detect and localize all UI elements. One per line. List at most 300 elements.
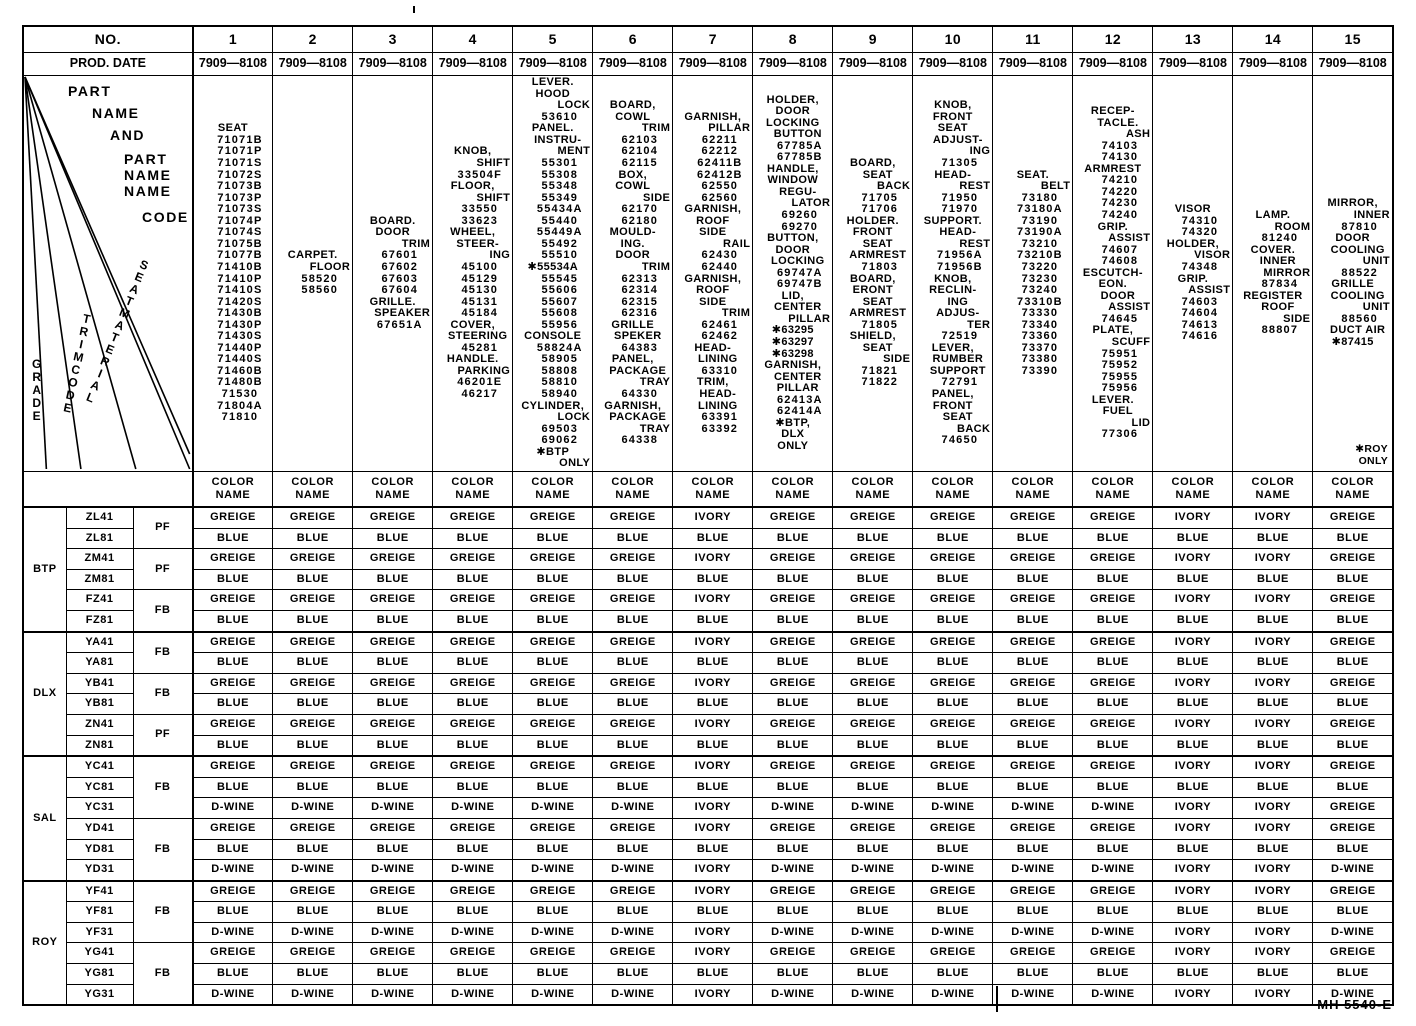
color-value-cell: BLUE (1073, 653, 1153, 674)
data-row (23, 818, 1393, 839)
data-row (23, 798, 1393, 819)
color-value-cell: IVORY (1153, 860, 1233, 881)
part-line: LEVER. (1091, 393, 1134, 406)
part-line: 71530 (221, 387, 259, 400)
color-value-cell: BLUE (1313, 610, 1393, 631)
color-value-cell: GREIGE (273, 549, 353, 570)
color-value-cell: D-WINE (353, 984, 433, 1005)
part-line: 55608 (541, 307, 579, 320)
part-line: COOLING (1330, 243, 1385, 256)
color-value-cell: IVORY (1153, 922, 1233, 943)
color-value-cell: GREIGE (193, 818, 273, 839)
trim-code-cell: ZN41 (66, 714, 133, 735)
part-line: 55510 (541, 249, 579, 262)
prod-date-13: 7909—8108 (1153, 53, 1233, 76)
color-value-cell: BLUE (753, 653, 833, 674)
color-value-cell: BLUE (513, 569, 593, 590)
prod-date-3: 7909—8108 (353, 53, 433, 76)
part-line: 55545 (541, 272, 579, 285)
color-value-cell: D-WINE (433, 922, 513, 943)
color-name-header-12 (1073, 472, 1153, 508)
part-line: SEAT (862, 341, 893, 354)
color-value-cell: BLUE (513, 610, 593, 631)
part-line: 45184 (461, 307, 499, 320)
corner-axis-letter: R (98, 353, 113, 370)
color-name-line-1: COLOR (371, 476, 415, 488)
color-value-cell: BLUE (993, 694, 1073, 715)
color-value-cell: BLUE (913, 653, 993, 674)
part-line: 45100 (461, 260, 499, 273)
color-value-cell: BLUE (193, 528, 273, 549)
color-value-cell: BLUE (193, 735, 273, 756)
color-value-cell: GREIGE (433, 673, 513, 694)
color-value-cell: BLUE (193, 777, 273, 798)
color-value-cell: BLUE (1313, 964, 1393, 985)
corner-axis-letter: A (113, 317, 128, 334)
part-line: 71410B (217, 260, 263, 273)
footnote-line: ✱ROY (1355, 443, 1388, 456)
part-line: 63392 (701, 422, 739, 435)
color-value-cell: BLUE (513, 653, 593, 674)
color-value-cell: IVORY (1153, 590, 1233, 611)
part-line: SEAT (942, 411, 973, 424)
column-number-2: 2 (273, 26, 353, 53)
prod-date-label: PROD. DATE (23, 53, 193, 76)
color-value-cell: BLUE (593, 735, 673, 756)
part-line: LINING (697, 353, 738, 366)
corner-heading-word: NAME (92, 105, 140, 121)
part-line: 62211 (701, 133, 738, 146)
part-line: 74130 (1101, 151, 1139, 164)
part-line: 75952 (1101, 359, 1139, 372)
part-line: 71410S (217, 284, 263, 297)
part-line: 71072S (217, 168, 263, 181)
color-value-cell: GREIGE (993, 549, 1073, 570)
top-tick-mark (413, 6, 415, 13)
color-value-cell: D-WINE (833, 984, 913, 1005)
color-value-cell: IVORY (1233, 943, 1313, 964)
color-value-cell: BLUE (273, 964, 353, 985)
part-line: RECEP- (1090, 105, 1135, 118)
part-line: PANEL, (611, 353, 654, 366)
color-value-cell: GREIGE (593, 818, 673, 839)
color-value-cell: IVORY (1233, 984, 1313, 1005)
part-line: 71821 (861, 364, 899, 377)
part-line: SIDE (699, 295, 727, 308)
part-line: SEAT (862, 295, 893, 308)
data-row (23, 632, 1393, 653)
part-line: 45129 (461, 272, 499, 285)
part-line: 69747B (776, 278, 823, 291)
color-value-cell: BLUE (353, 694, 433, 715)
trim-code-cell: YF31 (66, 922, 133, 943)
color-value-cell: IVORY (673, 714, 753, 735)
color-value-cell: BLUE (753, 902, 833, 923)
color-value-cell: GREIGE (513, 673, 593, 694)
trim-code-cell: YD31 (66, 860, 133, 881)
trim-code-cell: YC41 (66, 756, 133, 777)
part-line: PILLAR (708, 122, 751, 135)
color-value-cell: GREIGE (753, 818, 833, 839)
color-value-cell: GREIGE (833, 881, 913, 902)
part-line: 71420S (217, 295, 263, 308)
prod-date-11: 7909—8108 (993, 53, 1073, 76)
part-line: VISOR (1194, 249, 1231, 262)
color-value-cell: GREIGE (353, 756, 433, 777)
part-line: COVER, (450, 318, 496, 331)
color-value-cell: D-WINE (993, 798, 1073, 819)
color-value-cell: D-WINE (753, 798, 833, 819)
part-line: 88560 (1341, 312, 1378, 325)
color-value-cell: BLUE (513, 839, 593, 860)
part-line: 71822 (861, 376, 899, 389)
data-row (23, 590, 1393, 611)
color-value-cell: D-WINE (193, 922, 273, 943)
color-value-cell: BLUE (1233, 653, 1313, 674)
color-value-cell: BLUE (593, 610, 673, 631)
color-value-cell: BLUE (753, 528, 833, 549)
part-line: 73370 (1021, 341, 1059, 354)
corner-axis-letter: E (62, 400, 75, 416)
grade-cell-BTP: BTP (23, 507, 66, 632)
color-value-cell: GREIGE (753, 756, 833, 777)
part-line: ROOF (696, 284, 730, 297)
color-value-cell: D-WINE (753, 860, 833, 881)
color-value-cell: D-WINE (833, 798, 913, 819)
color-value-cell: IVORY (673, 943, 753, 964)
color-value-cell: BLUE (1153, 569, 1233, 590)
color-value-cell: GREIGE (193, 673, 273, 694)
part-line: 69260 (781, 208, 819, 221)
color-value-cell: GREIGE (833, 673, 913, 694)
part-line: 46201E (457, 376, 503, 389)
part-line: PARKING (457, 364, 511, 377)
color-name-header-8 (753, 472, 833, 508)
trim-code-cell: ZL81 (66, 528, 133, 549)
part-line: PLATE, (1092, 324, 1134, 337)
part-line: 62212 (701, 145, 739, 158)
color-name-header-6 (593, 472, 673, 508)
color-value-cell: IVORY (1233, 632, 1313, 653)
color-value-cell: BLUE (673, 569, 753, 590)
part-line: 62412B (696, 168, 743, 181)
color-value-cell: GREIGE (993, 943, 1073, 964)
seat-material-cell: FB (133, 632, 193, 674)
part-line: DLX (781, 428, 805, 441)
color-value-cell: BLUE (673, 694, 753, 715)
part-line: 74220 (1101, 185, 1139, 198)
color-value-cell: GREIGE (833, 756, 913, 777)
part-line: 73340 (1021, 318, 1059, 331)
column-number-7: 7 (673, 26, 753, 53)
color-value-cell: GREIGE (193, 549, 273, 570)
part-line: 58520 (301, 272, 339, 285)
color-name-line-1: COLOR (851, 476, 895, 488)
diagonal-divider-lines (24, 76, 192, 471)
color-value-cell: D-WINE (273, 860, 353, 881)
column-number-11: 11 (993, 26, 1073, 53)
part-line: ROOF (1261, 301, 1295, 314)
color-value-cell: BLUE (913, 839, 993, 860)
part-line: 73230 (1021, 272, 1059, 285)
part-line: 73180 (1021, 191, 1059, 204)
color-value-cell: D-WINE (433, 860, 513, 881)
part-line: LOCKING (771, 255, 825, 268)
color-value-cell: GREIGE (273, 673, 353, 694)
color-value-cell: BLUE (193, 653, 273, 674)
data-row (23, 735, 1393, 756)
color-value-cell: BLUE (593, 694, 673, 715)
color-value-cell: BLUE (673, 653, 753, 674)
part-name-cell-11 (993, 76, 1073, 472)
corner-heading-word: PART (68, 83, 112, 99)
part-line: 71074S (217, 226, 263, 239)
color-value-cell: BLUE (833, 902, 913, 923)
part-line: CARPET. (287, 249, 338, 262)
part-line: 62414A (776, 405, 823, 418)
corner-axis-letter: T (123, 293, 137, 310)
corner-heading-word: NAME (124, 167, 172, 183)
part-line: TRIM (641, 260, 671, 273)
part-line: 87810 (1341, 220, 1378, 233)
color-value-cell: BLUE (913, 902, 993, 923)
color-value-cell: BLUE (513, 694, 593, 715)
color-value-cell: GREIGE (273, 881, 353, 902)
color-value-cell: GREIGE (433, 632, 513, 653)
part-line: 74608 (1101, 255, 1139, 268)
color-value-cell: D-WINE (273, 922, 353, 943)
part-line: MIRROR (1263, 266, 1311, 279)
part-line: 69270 (781, 220, 819, 233)
color-value-cell: GREIGE (593, 756, 673, 777)
color-value-cell: BLUE (513, 735, 593, 756)
color-value-cell: GREIGE (353, 632, 433, 653)
part-line: 74240 (1101, 208, 1139, 221)
part-line: 62560 (701, 191, 739, 204)
part-line: 74320 (1181, 226, 1219, 239)
color-value-cell: GREIGE (753, 549, 833, 570)
color-value-cell: BLUE (593, 569, 673, 590)
part-line: 58808 (541, 364, 579, 377)
color-value-cell: BLUE (1313, 735, 1393, 756)
trim-code-cell: YF81 (66, 902, 133, 923)
color-value-cell: GREIGE (433, 943, 513, 964)
color-value-cell: BLUE (273, 735, 353, 756)
color-value-cell: GREIGE (1313, 632, 1393, 653)
part-line: ESCUTCH- (1082, 266, 1143, 279)
color-value-cell: D-WINE (993, 984, 1073, 1005)
part-line: 71305 (941, 157, 979, 170)
color-value-cell: D-WINE (1313, 984, 1393, 1005)
part-line: 71804A (217, 399, 263, 412)
part-line: 73190 (1021, 214, 1059, 227)
part-line: HEAD- (694, 341, 732, 354)
corner-axis-letter: A (32, 383, 42, 397)
part-line: GRIP. (1097, 220, 1129, 233)
color-name-line-1: COLOR (1171, 476, 1215, 488)
part-line: 64330 (621, 387, 659, 400)
color-value-cell: BLUE (1153, 528, 1233, 549)
color-value-cell: GREIGE (353, 714, 433, 735)
part-line: 75956 (1101, 382, 1139, 395)
color-value-cell: D-WINE (593, 860, 673, 881)
part-line: 33550 (461, 203, 499, 216)
color-value-cell: GREIGE (593, 632, 673, 653)
part-line: TACLE. (1097, 116, 1139, 129)
part-line: LOCK (557, 99, 591, 112)
color-name-line-2: NAME (855, 489, 891, 501)
part-line: 58560 (301, 284, 339, 297)
trim-color-chart-table (22, 25, 1394, 1006)
part-line: SIDE (643, 191, 671, 204)
part-line: SCUFF (1111, 336, 1151, 348)
seat-material-cell: PF (133, 549, 193, 590)
seat-material-cell: FB (133, 818, 193, 880)
color-value-cell: D-WINE (193, 798, 273, 819)
color-value-cell: GREIGE (193, 632, 273, 653)
corner-axis-letter: M (72, 349, 86, 366)
part-line: BOARD. (369, 214, 416, 227)
trim-code-cell: ZL41 (66, 507, 133, 528)
color-value-cell: GREIGE (913, 881, 993, 902)
part-line: TRAY (639, 422, 671, 435)
part-name-cell-1 (193, 76, 273, 472)
data-row (23, 549, 1393, 570)
color-value-cell: BLUE (353, 735, 433, 756)
part-name-cell-7 (673, 76, 753, 472)
data-row (23, 922, 1393, 943)
part-line: FRONT (852, 226, 893, 239)
part-line: LAMP. (1255, 208, 1291, 221)
corner-heading-word: AND (110, 127, 146, 143)
part-line: 55348 (541, 180, 579, 193)
color-value-cell: BLUE (433, 777, 513, 798)
part-name-cell-15 (1313, 76, 1393, 472)
color-value-cell: GREIGE (1313, 590, 1393, 611)
part-line: 62314 (621, 284, 659, 297)
color-value-cell: GREIGE (1073, 549, 1153, 570)
part-line: SUPPORT (929, 364, 986, 377)
color-value-cell: BLUE (993, 839, 1073, 860)
color-name-header-9 (833, 472, 913, 508)
color-value-cell: GREIGE (1313, 881, 1393, 902)
data-row (23, 528, 1393, 549)
part-line: REST (959, 180, 991, 193)
corner-axis-letter: E (32, 409, 42, 423)
color-value-cell: GREIGE (913, 714, 993, 735)
part-line: 62180 (621, 214, 659, 227)
color-value-cell: BLUE (1153, 694, 1233, 715)
part-line: 71440P (217, 341, 263, 354)
part-line: 73330 (1021, 307, 1059, 320)
color-value-cell: BLUE (433, 735, 513, 756)
color-value-cell: BLUE (833, 777, 913, 798)
part-line: 62316 (621, 307, 659, 320)
corner-axis-letter: C (70, 362, 83, 378)
color-value-cell: GREIGE (193, 881, 273, 902)
part-line: SIDE (699, 226, 727, 239)
color-name-line-2: NAME (935, 489, 971, 501)
part-line: 71071S (217, 157, 263, 170)
color-name-line-2: NAME (1255, 489, 1291, 501)
color-value-cell: BLUE (993, 610, 1073, 631)
part-line: 67785A (776, 139, 823, 152)
color-value-cell: IVORY (1153, 756, 1233, 777)
color-value-cell: GREIGE (513, 881, 593, 902)
part-line: 71956A (936, 249, 983, 262)
color-value-cell: BLUE (1073, 694, 1153, 715)
part-line: SEAT (862, 237, 893, 250)
color-name-row (23, 472, 1393, 508)
part-line: 55449A (536, 226, 583, 239)
corner-axis-letter: R (32, 370, 42, 384)
color-value-cell: GREIGE (1313, 818, 1393, 839)
part-line: 71430S (217, 330, 263, 343)
part-line: ARMREST (849, 249, 907, 262)
color-value-cell: D-WINE (273, 984, 353, 1005)
color-value-cell: IVORY (673, 632, 753, 653)
color-value-cell: GREIGE (513, 818, 593, 839)
corner-axis-letter: E (132, 269, 147, 286)
part-name-cell-4 (433, 76, 513, 472)
color-value-cell: IVORY (1153, 818, 1233, 839)
part-line: REGISTER (1243, 289, 1303, 302)
part-line: 62411B (697, 157, 743, 170)
color-value-cell: GREIGE (193, 756, 273, 777)
color-value-cell: BLUE (1233, 902, 1313, 923)
color-value-cell: GREIGE (353, 818, 433, 839)
color-value-cell: D-WINE (593, 922, 673, 943)
seat-material-cell: FB (133, 590, 193, 632)
part-line: CENTER (774, 301, 822, 314)
part-line: GARNISH, (684, 272, 742, 285)
color-value-cell: D-WINE (753, 984, 833, 1005)
color-value-cell: BLUE (1073, 964, 1153, 985)
part-line: EON. (1098, 278, 1128, 291)
color-value-cell: GREIGE (993, 590, 1073, 611)
part-line: 55956 (541, 318, 579, 331)
color-value-cell: BLUE (913, 735, 993, 756)
part-line: SPEKER (613, 330, 662, 343)
column-number-5: 5 (513, 26, 593, 53)
trim-code-cell: YG81 (66, 964, 133, 985)
part-name-cell-8 (753, 76, 833, 472)
part-line: 62104 (621, 145, 659, 158)
part-line: LOCK (557, 411, 591, 424)
color-value-cell: BLUE (833, 569, 913, 590)
color-value-cell: GREIGE (433, 756, 513, 777)
color-value-cell: GREIGE (753, 673, 833, 694)
part-line: 62550 (701, 180, 739, 193)
color-value-cell: BLUE (193, 694, 273, 715)
color-value-cell: D-WINE (193, 860, 273, 881)
part-line: CENTER (774, 370, 822, 383)
color-value-cell: GREIGE (993, 714, 1073, 735)
color-value-cell: BLUE (1233, 610, 1313, 631)
color-value-cell: D-WINE (1073, 984, 1153, 1005)
color-value-cell: GREIGE (753, 714, 833, 735)
color-name-line-1: COLOR (1091, 476, 1135, 488)
part-line: 45281 (461, 341, 499, 354)
color-value-cell: BLUE (1313, 777, 1393, 798)
part-line: HOOD (535, 87, 571, 100)
prod-date-2: 7909—8108 (273, 53, 353, 76)
part-line: SEAT. (1016, 168, 1050, 181)
part-line: BELT (1040, 180, 1071, 193)
color-value-cell: GREIGE (1313, 507, 1393, 528)
color-value-cell: GREIGE (1073, 714, 1153, 735)
color-name-line-2: NAME (1095, 489, 1131, 501)
